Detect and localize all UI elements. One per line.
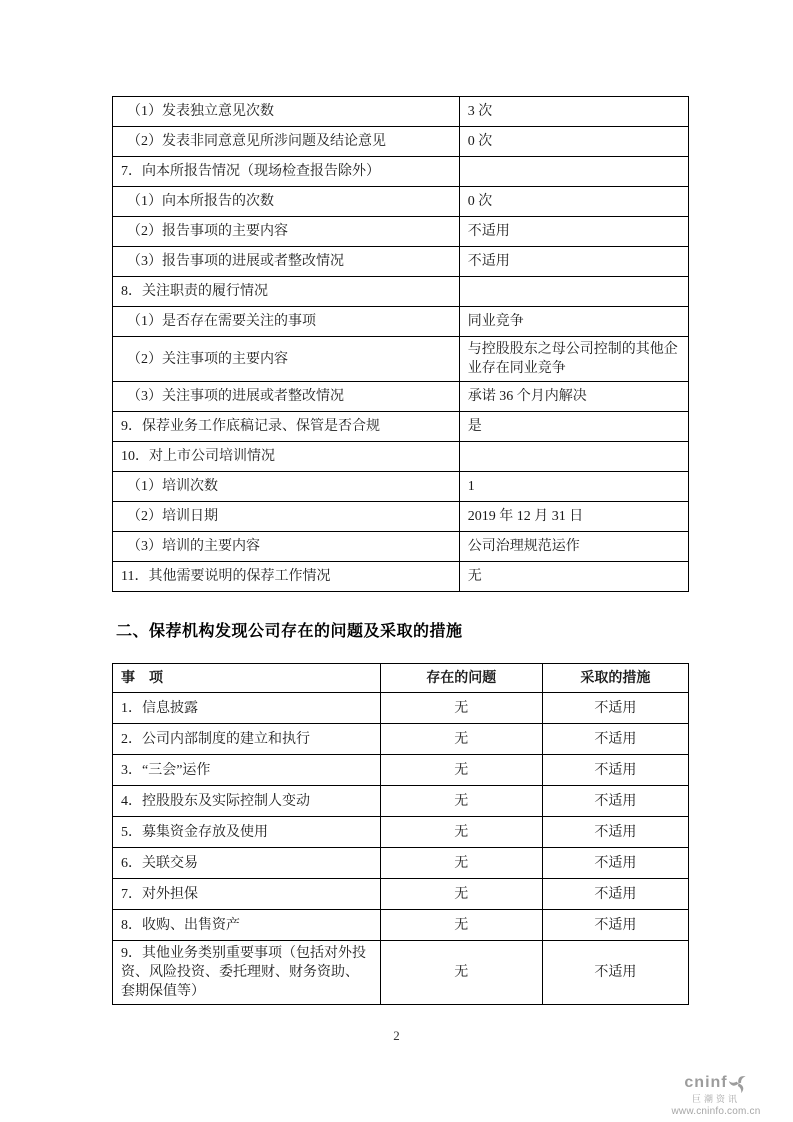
item-value-cell: 承诺 36 个月内解决 — [459, 382, 688, 412]
table-row — [113, 532, 689, 562]
item-label-cell: 10．对上市公司培训情况 — [113, 442, 460, 472]
measure-cell: 不适用 — [542, 817, 688, 848]
item-cell: 3．“三会”运作 — [113, 755, 381, 786]
problem-cell: 无 — [380, 724, 542, 755]
table-row — [113, 941, 689, 1005]
table-row — [113, 910, 689, 941]
table-row — [113, 502, 689, 532]
measure-cell: 不适用 — [542, 879, 688, 910]
table-row — [113, 442, 689, 472]
measure-cell: 不适用 — [542, 786, 688, 817]
item-label-cell: （3）报告事项的进展或者整改情况 — [113, 247, 460, 277]
measure-cell: 不适用 — [542, 941, 688, 1005]
item-label-cell: （1）是否存在需要关注的事项 — [113, 307, 460, 337]
table-row — [113, 187, 689, 217]
table-row — [113, 217, 689, 247]
item-label-cell: （2）报告事项的主要内容 — [113, 217, 460, 247]
problem-cell: 无 — [380, 786, 542, 817]
problem-cell: 无 — [380, 910, 542, 941]
item-value-cell: 是 — [459, 412, 688, 442]
column-header-measure: 采取的措施 — [542, 664, 688, 693]
table-row — [113, 472, 689, 502]
item-value-cell: 不适用 — [459, 247, 688, 277]
item-cell: 6．关联交易 — [113, 848, 381, 879]
table-row — [113, 247, 689, 277]
item-value-cell: 不适用 — [459, 217, 688, 247]
item-value-cell: 0 次 — [459, 127, 688, 157]
item-label-cell: （2）培训日期 — [113, 502, 460, 532]
item-cell: 8．收购、出售资产 — [113, 910, 381, 941]
item-label-cell: （1）向本所报告的次数 — [113, 187, 460, 217]
item-value-cell: 无 — [459, 562, 688, 592]
item-value-cell — [459, 157, 688, 187]
item-cell: 4．控股股东及实际控制人变动 — [113, 786, 381, 817]
section-heading: 二、保荐机构发现公司存在的问题及采取的措施 — [116, 623, 463, 640]
item-label-cell: 9．保荐业务工作底稿记录、保管是否合规 — [113, 412, 460, 442]
issues-measures-table — [112, 663, 689, 1005]
item-value-cell: 公司治理规范运作 — [459, 532, 688, 562]
item-cell: 7．对外担保 — [113, 879, 381, 910]
item-label-cell: 7．向本所报告情况（现场检查报告除外） — [113, 157, 460, 187]
sponsorship-work-table — [112, 96, 689, 592]
item-label-cell: （3）关注事项的进展或者整改情况 — [113, 382, 460, 412]
item-value-cell: 1 — [459, 472, 688, 502]
problem-cell: 无 — [380, 941, 542, 1005]
column-header-item: 事 项 — [113, 664, 381, 693]
problem-cell: 无 — [380, 879, 542, 910]
page-number: 2 — [393, 1028, 400, 1043]
item-cell: 5．募集资金存放及使用 — [113, 817, 381, 848]
table-row — [113, 277, 689, 307]
item-value-cell: 与控股股东之母公司控制的其他企业存在同业竞争 — [459, 337, 688, 382]
table-row — [113, 307, 689, 337]
cninfo-chinese-name: 巨潮资讯 — [691, 1094, 740, 1104]
cninfo-url: www.cninfo.com.cn — [671, 1106, 761, 1118]
item-value-cell: 2019 年 12 月 31 日 — [459, 502, 688, 532]
measure-cell: 不适用 — [542, 910, 688, 941]
table-row — [113, 817, 689, 848]
column-header-problem: 存在的问题 — [380, 664, 542, 693]
table-row — [113, 127, 689, 157]
table-row — [113, 693, 689, 724]
measure-cell: 不适用 — [542, 848, 688, 879]
table-header-row — [113, 664, 689, 693]
item-label-cell: （1）发表独立意见次数 — [113, 97, 460, 127]
item-label-cell: （1）培训次数 — [113, 472, 460, 502]
cninfo-swirl-icon — [729, 1074, 748, 1093]
table-row — [113, 382, 689, 412]
table-row — [113, 157, 689, 187]
problem-cell: 无 — [380, 693, 542, 724]
item-value-cell: 3 次 — [459, 97, 688, 127]
item-cell: 2．公司内部制度的建立和执行 — [113, 724, 381, 755]
table-row — [113, 724, 689, 755]
table-row — [113, 879, 689, 910]
item-label-cell: 11．其他需要说明的保荐工作情况 — [113, 562, 460, 592]
table-row — [113, 848, 689, 879]
item-cell: 1．信息披露 — [113, 693, 381, 724]
problem-cell: 无 — [380, 817, 542, 848]
item-value-cell: 0 次 — [459, 187, 688, 217]
table-row — [113, 412, 689, 442]
item-value-cell — [459, 442, 688, 472]
item-label-cell: 8．关注职责的履行情况 — [113, 277, 460, 307]
measure-cell: 不适用 — [542, 755, 688, 786]
item-label-cell: （3）培训的主要内容 — [113, 532, 460, 562]
problem-cell: 无 — [380, 755, 542, 786]
table-row — [113, 562, 689, 592]
cninfo-logo-top — [651, 1074, 781, 1093]
table-row — [113, 755, 689, 786]
cninfo-brand-text: cninf — [684, 1074, 728, 1092]
item-value-cell: 同业竞争 — [459, 307, 688, 337]
page-content — [112, 96, 689, 1005]
cninfo-logo — [651, 1074, 781, 1118]
table-row — [113, 337, 689, 382]
problem-cell: 无 — [380, 848, 542, 879]
table-row — [113, 786, 689, 817]
table-row — [113, 97, 689, 127]
measure-cell: 不适用 — [542, 693, 688, 724]
item-value-cell — [459, 277, 688, 307]
item-label-cell: （2）关注事项的主要内容 — [113, 337, 460, 382]
item-cell: 9．其他业务类别重要事项（包括对外投资、风险投资、委托理财、财务资助、套期保值等） — [113, 941, 381, 1005]
measure-cell: 不适用 — [542, 724, 688, 755]
item-label-cell: （2）发表非同意意见所涉问题及结论意见 — [113, 127, 460, 157]
